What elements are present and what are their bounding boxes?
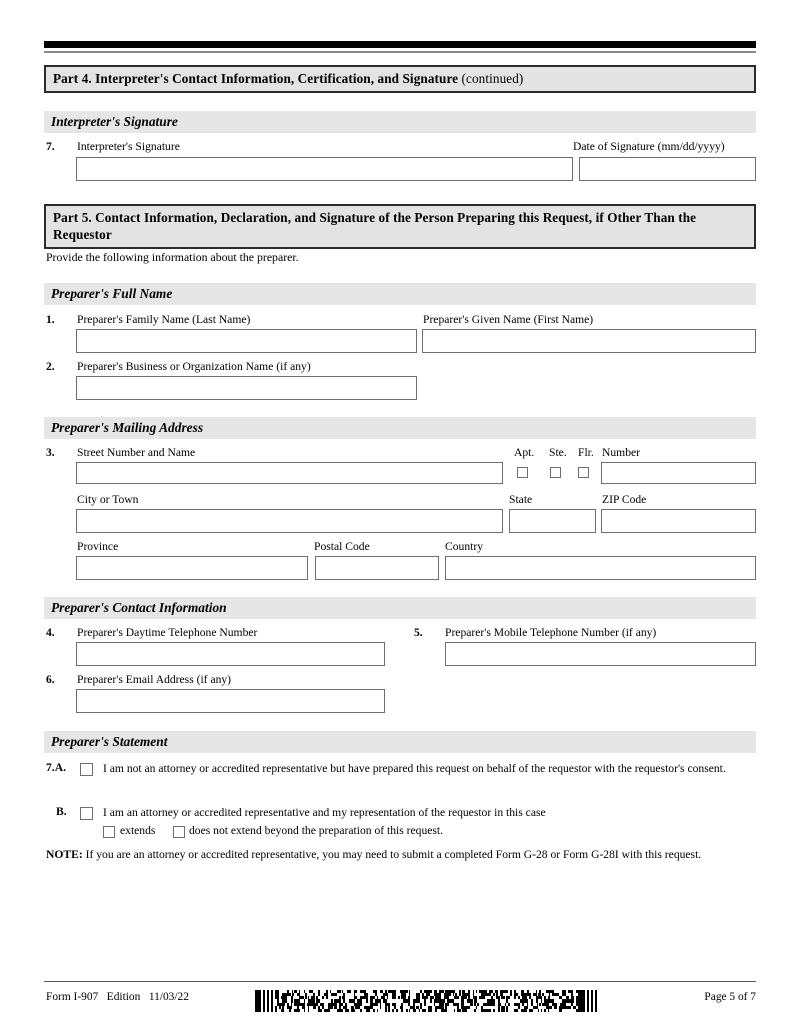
barcode-2d xyxy=(255,990,597,1012)
label-zip-code: ZIP Code xyxy=(602,493,647,506)
postal-code-field[interactable] xyxy=(315,556,439,580)
label-ste: Ste. xyxy=(549,446,567,459)
preparer-daytime-telephone-field[interactable] xyxy=(76,642,385,666)
interpreters-signature-field[interactable] xyxy=(76,157,573,181)
item-1-label-given-name: Preparer's Given Name (First Name) xyxy=(423,313,594,326)
preparer-email-address-field[interactable] xyxy=(76,689,385,713)
preparer-given-name-field[interactable] xyxy=(422,329,756,353)
note-block xyxy=(46,847,756,863)
item-4-number: 4. xyxy=(46,626,55,639)
extends-label: extends xyxy=(120,824,156,837)
part-4-heading-main: Part 4. Interpreter's Contact Information, Certification, and Signature xyxy=(53,71,459,86)
subsection-preparers-full-name: Preparer's Full Name xyxy=(44,283,756,305)
subsection-preparers-contact-information: Preparer's Contact Information xyxy=(44,597,756,619)
label-postal-code: Postal Code xyxy=(314,540,370,553)
preparer-business-name-field[interactable] xyxy=(76,376,417,400)
footer-page-info: Page 5 of 7 xyxy=(704,991,756,1003)
city-or-town-field[interactable] xyxy=(76,509,503,533)
label-state: State xyxy=(509,493,533,506)
top-rule-thick xyxy=(44,41,756,48)
item-7-number: 7. xyxy=(46,140,55,153)
extends-checkbox[interactable] xyxy=(103,826,115,838)
item-5-number: 5. xyxy=(414,626,423,639)
street-number-and-name-field[interactable] xyxy=(76,462,503,484)
label-apt: Apt. xyxy=(514,446,535,459)
flr-checkbox[interactable] xyxy=(578,467,589,478)
item-7a-text: I am not an attorney or accredited representative but have prepared this request on behalf of the requestor with the requestor's consent. xyxy=(103,762,726,775)
item-1-number: 1. xyxy=(46,313,55,326)
subsection-preparers-mailing-address: Preparer's Mailing Address xyxy=(44,417,756,439)
part-4-heading-continued: (continued) xyxy=(458,71,524,86)
top-rule-thin xyxy=(44,51,756,53)
does-not-extend-checkbox[interactable] xyxy=(173,826,185,838)
item-2-label-business-name: Preparer's Business or Organization Name (if any) xyxy=(77,360,311,373)
item-1-label-family-name: Preparer's Family Name (Last Name) xyxy=(77,313,251,326)
item-7b-text: I am an attorney or accredited representative and my representation of the requestor in this case xyxy=(103,806,546,819)
state-field[interactable] xyxy=(509,509,596,533)
does-not-extend-label: does not extend beyond the preparation of this request. xyxy=(189,824,444,837)
part-4-header xyxy=(44,65,756,93)
label-city-or-town: City or Town xyxy=(77,493,139,506)
label-number: Number xyxy=(602,446,640,459)
item-7a-checkbox[interactable] xyxy=(80,763,93,776)
item-2-number: 2. xyxy=(46,360,55,373)
province-field[interactable] xyxy=(76,556,308,580)
part-5-intro-text: Provide the following information about the preparer. xyxy=(46,250,299,264)
part-5-header: Part 5. Contact Information, Declaration, and Signature of the Person Preparing this Request, if Other Than the Requestor xyxy=(44,204,756,249)
apt-checkbox[interactable] xyxy=(517,467,528,478)
apt-ste-flr-number-field[interactable] xyxy=(601,462,756,484)
item-7-label-date-of-signature: Date of Signature (mm/dd/yyyy) xyxy=(573,140,725,153)
label-country: Country xyxy=(445,540,484,553)
item-4-label-daytime-telephone: Preparer's Daytime Telephone Number xyxy=(77,626,258,639)
note-label: NOTE: xyxy=(46,848,83,861)
label-flr: Flr. xyxy=(578,446,594,459)
ste-checkbox[interactable] xyxy=(550,467,561,478)
label-province: Province xyxy=(77,540,119,553)
preparer-mobile-telephone-field[interactable] xyxy=(445,642,756,666)
item-7b-number: B. xyxy=(56,805,67,818)
zip-code-field[interactable] xyxy=(601,509,756,533)
footer-form-info: Form I-907 Edition 11/03/22 xyxy=(46,991,189,1003)
footer-rule xyxy=(44,981,756,982)
item-3-label-street: Street Number and Name xyxy=(77,446,196,459)
preparer-family-name-field[interactable] xyxy=(76,329,417,353)
item-3-number: 3. xyxy=(46,446,55,459)
item-6-number: 6. xyxy=(46,673,55,686)
subsection-preparers-statement: Preparer's Statement xyxy=(44,731,756,753)
item-7-label-interpreters-signature: Interpreter's Signature xyxy=(77,140,180,153)
note-text: If you are an attorney or accredited representative, you may need to submit a completed Form G-28 or Form G-28I with this request. xyxy=(82,848,702,861)
item-6-label-email-address: Preparer's Email Address (if any) xyxy=(77,673,232,686)
item-5-label-mobile-telephone: Preparer's Mobile Telephone Number (if any) xyxy=(445,626,657,639)
date-of-signature-field[interactable] xyxy=(579,157,756,181)
item-7b-checkbox[interactable] xyxy=(80,807,93,820)
item-7a-number: 7.A. xyxy=(46,761,66,774)
country-field[interactable] xyxy=(445,556,756,580)
subsection-interpreters-signature: Interpreter's Signature xyxy=(44,111,756,133)
